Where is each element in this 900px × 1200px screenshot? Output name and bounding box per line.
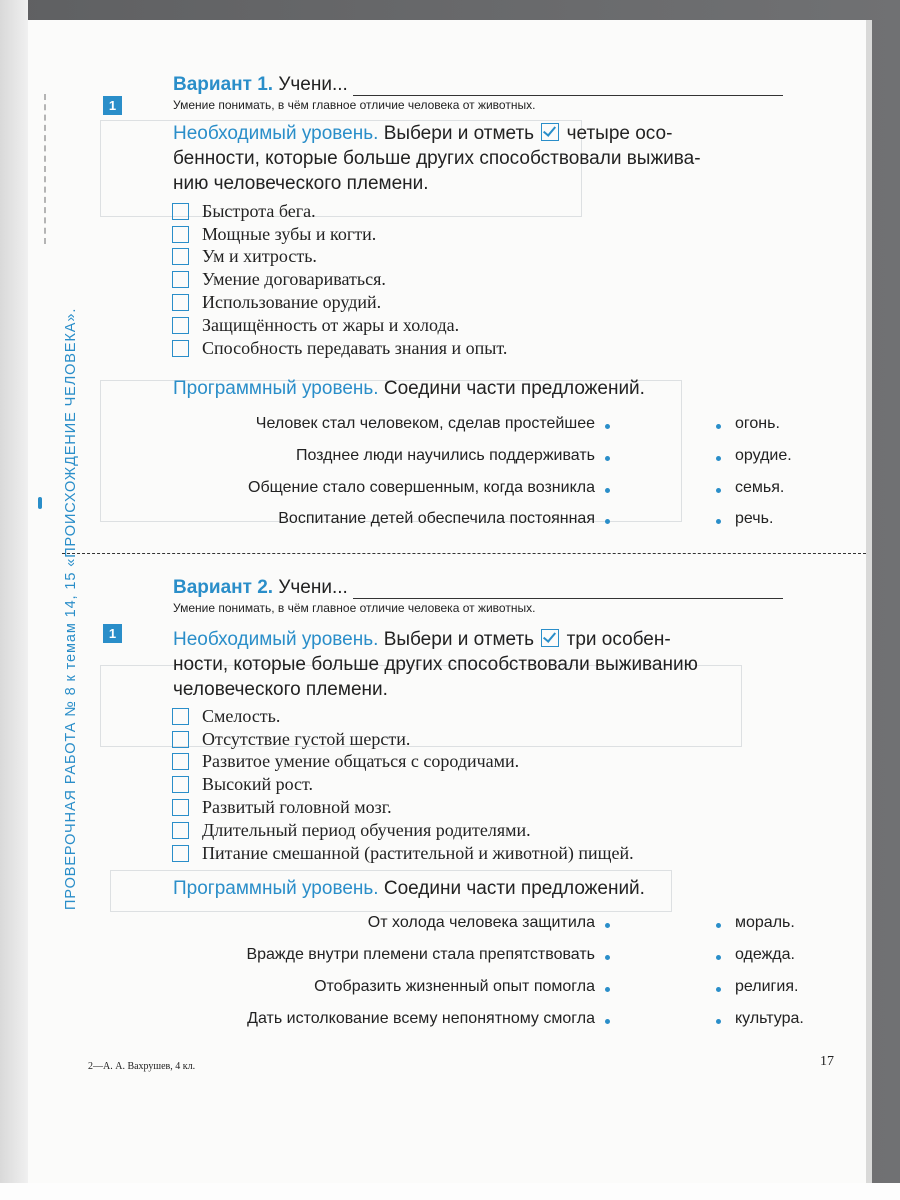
level-label: Программный уровень. — [173, 378, 379, 399]
match-dot-left[interactable] — [605, 1019, 610, 1024]
option-label: Умение договариваться. — [202, 269, 386, 290]
match-right-text: огонь. — [735, 415, 780, 432]
variant-1-label: Вариант 1. — [173, 74, 274, 95]
checkbox[interactable] — [172, 822, 189, 839]
match-left-text: От холода человека защитила — [367, 914, 595, 931]
instruction-text: бенности, которые больше других способствовали выжива- — [173, 148, 701, 169]
option-row — [172, 705, 634, 728]
match-dot-right[interactable] — [716, 1019, 721, 1024]
option-label: Ум и хитрость. — [202, 246, 317, 267]
checkbox[interactable] — [172, 340, 189, 357]
option-row — [172, 314, 507, 337]
checkbox[interactable] — [172, 294, 189, 311]
option-label: Быстрота бега. — [202, 200, 316, 221]
variant-1-subtitle: Умение понимать, в чём главное отличие человека от животных. — [173, 98, 536, 112]
option-row — [172, 246, 507, 269]
match-dot-left[interactable] — [605, 456, 610, 461]
instruction-text: ности, которые больше других способствовали выживанию — [173, 654, 698, 675]
match-row — [0, 415, 900, 439]
instruction-text: три особен- — [566, 629, 671, 650]
option-row — [172, 751, 634, 774]
task-number-badge: 1 — [103, 96, 122, 115]
option-label: Мощные зубы и когти. — [202, 223, 377, 244]
instruction-text: нию человеческого племени. — [173, 173, 429, 194]
footer-signature: 2—А. А. Вахрушев, 4 кл. — [88, 1061, 196, 1072]
option-label: Развитый головной мозг. — [202, 797, 392, 818]
instruction-text: четыре осо- — [566, 123, 673, 144]
checkbox[interactable] — [172, 317, 189, 334]
checkbox[interactable] — [172, 799, 189, 816]
match-left-text: Дать истолкование всему непонятному смогла — [247, 1010, 595, 1027]
margin-marks — [44, 94, 48, 244]
match-right-text: орудие. — [735, 447, 792, 464]
option-label: Длительный период обучения родителями. — [202, 819, 531, 840]
instruction-text: Выбери и отметь — [383, 629, 535, 650]
level-label: Необходимый уровень. — [173, 123, 379, 144]
scan-bottom-edge — [0, 1183, 900, 1200]
match-row — [0, 447, 900, 471]
variant-1-task-instruction — [173, 121, 813, 196]
option-row — [172, 268, 507, 291]
option-row — [172, 291, 507, 314]
match-left-text: Позднее люди научились поддерживать — [295, 447, 595, 464]
checkbox[interactable] — [172, 845, 189, 862]
checkbox[interactable] — [172, 248, 189, 265]
variant-2-task-instruction — [173, 627, 813, 702]
variant-2-title — [173, 577, 783, 599]
checkbox[interactable] — [172, 203, 189, 220]
option-label: Использование орудий. — [202, 292, 382, 313]
match-right-text: речь. — [735, 510, 774, 527]
option-label: Способность передавать знания и опыт. — [202, 337, 508, 358]
match-row — [0, 946, 900, 970]
option-row — [172, 200, 507, 223]
match-left-text: Общение стало совершенным, когда возникла — [248, 479, 595, 496]
match-dot-right[interactable] — [716, 987, 721, 992]
match-row — [0, 1010, 900, 1034]
match-dot-right[interactable] — [716, 456, 721, 461]
checkbox[interactable] — [172, 776, 189, 793]
match-dot-right[interactable] — [716, 519, 721, 524]
match-right-text: культура. — [735, 1010, 804, 1027]
match-dot-right[interactable] — [716, 488, 721, 493]
match-right-text: религия. — [735, 978, 799, 995]
option-label: Смелость. — [202, 705, 281, 726]
match-left-text: Вражде внутри племени стала препятствовать — [246, 946, 595, 963]
option-label: Развитое умение общаться с сородичами. — [202, 751, 520, 772]
match-left-text: Отобразить жизненный опыт помогла — [314, 978, 595, 995]
student-label: Учени... — [278, 577, 348, 598]
cut-line-divider — [62, 553, 866, 554]
option-label: Высокий рост. — [202, 774, 314, 795]
match-row — [0, 510, 900, 534]
match-left-text: Человек стал человеком, сделав простейшее — [255, 415, 595, 432]
option-row — [172, 728, 634, 751]
option-label: Защищённость от жары и холода. — [202, 314, 460, 335]
option-row — [172, 819, 634, 842]
variant-2-program-task — [173, 878, 645, 900]
student-name-field[interactable] — [353, 598, 783, 599]
match-dot-left[interactable] — [605, 488, 610, 493]
match-dot-right[interactable] — [716, 955, 721, 960]
option-row — [172, 842, 634, 865]
checkbox[interactable] — [172, 226, 189, 243]
checkmark-icon — [541, 123, 559, 141]
instruction-text: человеческого племени. — [173, 679, 388, 700]
option-row — [172, 337, 507, 360]
variant-2-options — [172, 705, 634, 865]
student-name-field[interactable] — [353, 95, 783, 96]
match-dot-left[interactable] — [605, 955, 610, 960]
side-title: ПРОВЕРОЧНАЯ РАБОТА № 8 к темам 14, 15 «ПРОИСХОЖДЕНИЕ ЧЕЛОВЕКА». — [63, 307, 79, 910]
option-label: Отсутствие густой шерсти. — [202, 728, 411, 749]
student-label: Учени... — [278, 74, 348, 95]
match-dot-right[interactable] — [716, 923, 721, 928]
match-left-text: Воспитание детей обеспечила постоянная — [278, 510, 595, 527]
checkbox[interactable] — [172, 753, 189, 770]
instruction-text: Выбери и отметь — [383, 123, 535, 144]
option-row — [172, 796, 634, 819]
task-number-badge: 1 — [103, 624, 122, 643]
checkbox[interactable] — [172, 731, 189, 748]
match-dot-left[interactable] — [605, 519, 610, 524]
match-dot-left[interactable] — [605, 424, 610, 429]
checkbox[interactable] — [172, 271, 189, 288]
variant-1-options — [172, 200, 507, 360]
level-label: Необходимый уровень. — [173, 629, 379, 650]
match-dot-left[interactable] — [605, 987, 610, 992]
option-row — [172, 773, 634, 796]
option-label: Питание смешанной (растительной и животной) пищей. — [202, 842, 634, 863]
match-dot-left[interactable] — [605, 923, 610, 928]
match-row — [0, 914, 900, 938]
instruction-text: Соедини части предложений. — [383, 878, 645, 899]
page-number: 17 — [820, 1054, 834, 1069]
option-row — [172, 223, 507, 246]
variant-2-subtitle: Умение понимать, в чём главное отличие человека от животных. — [173, 601, 536, 615]
match-row — [0, 978, 900, 1002]
checkmark-icon — [541, 629, 559, 647]
match-row — [0, 479, 900, 503]
match-right-text: семья. — [735, 479, 785, 496]
match-right-text: мораль. — [735, 914, 795, 931]
instruction-text: Соедини части предложений. — [383, 378, 645, 399]
variant-1-program-task — [173, 378, 645, 400]
checkbox[interactable] — [172, 708, 189, 725]
variant-1-title — [173, 74, 783, 96]
variant-2-label: Вариант 2. — [173, 577, 274, 598]
level-label: Программный уровень. — [173, 878, 379, 899]
match-right-text: одежда. — [735, 946, 795, 963]
match-dot-right[interactable] — [716, 424, 721, 429]
